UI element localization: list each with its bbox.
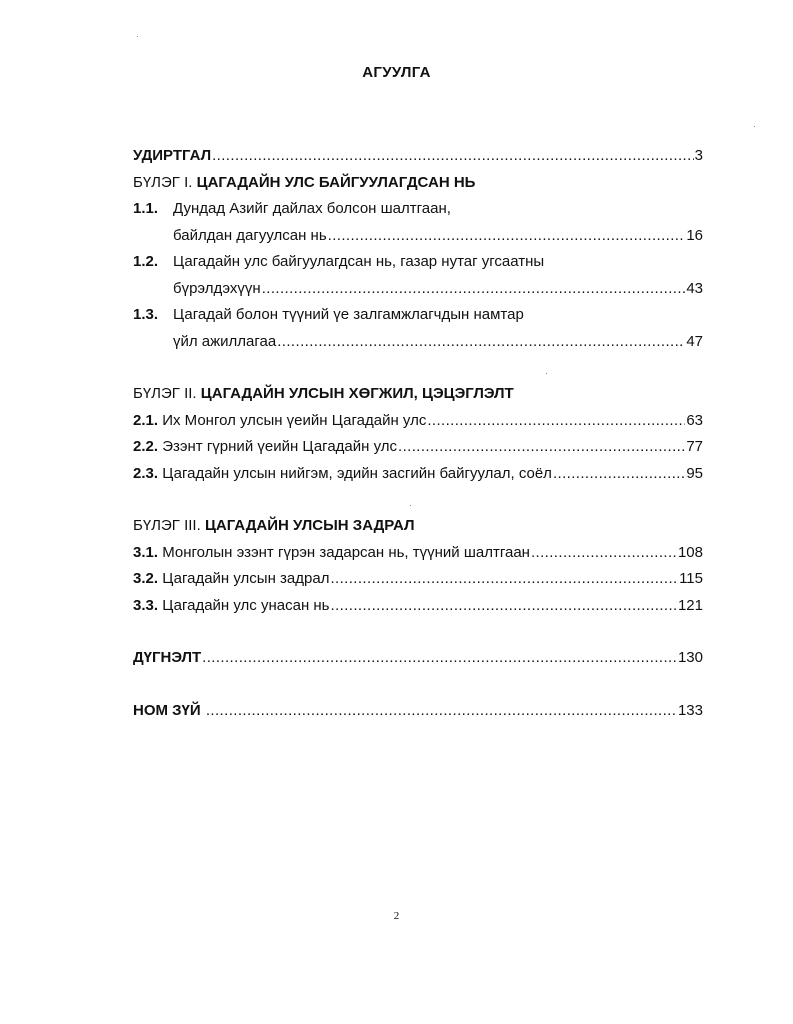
toc-page-number: 115 — [679, 570, 703, 587]
scan-speck — [137, 36, 138, 37]
toc-entry-label: УДИРТГАЛ — [133, 147, 212, 164]
chapter-title: ЦАГАДАЙН УЛСЫН ХӨГЖИЛ, ЦЭЦЭГЛЭЛТ — [200, 385, 514, 402]
section-title: Монголын эзэнт гүрэн задарсан нь, түүний шалтгаан — [162, 543, 530, 561]
section-number: 3.3. — [133, 596, 159, 614]
dot-leader — [427, 408, 685, 435]
section-number: 1.1. — [133, 200, 159, 217]
toc-page-number: 16 — [686, 226, 703, 244]
section-title: Эзэнт гүрний үеийн Цагадайн улс — [162, 438, 398, 455]
spacer — [133, 619, 703, 645]
dot-leader — [531, 540, 677, 567]
toc-entry-1-1-first-line[interactable] — [133, 196, 703, 223]
toc-page-number: 77 — [686, 438, 703, 455]
section-title: Цагадайн улс унасан нь — [162, 596, 330, 614]
toc-entry-1-2-first-line[interactable] — [133, 249, 703, 276]
scan-speck — [546, 373, 547, 374]
dot-leader — [277, 329, 685, 356]
toc-entry-3-3[interactable] — [133, 593, 703, 620]
section-title: Цагадай болон түүний үе залгамжлагчдын намтар — [173, 306, 524, 323]
dot-leader — [212, 143, 694, 170]
section-number: 1.3. — [133, 306, 159, 323]
toc-entry-1-2-second-line[interactable] — [133, 276, 703, 303]
chapter-prefix: БҮЛЭГ I. — [133, 173, 193, 191]
toc-page-number: 121 — [677, 596, 703, 614]
dot-leader — [331, 593, 677, 620]
toc-page-number: 95 — [686, 464, 703, 482]
chapter-heading-1[interactable] — [133, 170, 703, 197]
dot-leader — [398, 434, 685, 461]
toc-page-number: 133 — [677, 701, 703, 719]
toc-entry-conclusion[interactable] — [133, 645, 703, 672]
toc-entry-bibliography[interactable] — [133, 698, 703, 725]
page-title: АГУУЛГА — [362, 64, 431, 81]
chapter-title: ЦАГАДАЙН УЛС БАЙГУУЛАГДСАН НЬ — [196, 173, 476, 191]
dot-leader — [206, 698, 677, 725]
section-title-continued: үйл ажиллагаа — [173, 332, 277, 350]
toc-entry-2-3[interactable] — [133, 461, 703, 488]
toc-page-number: 130 — [677, 649, 703, 666]
table-of-contents — [133, 143, 703, 724]
dot-leader — [330, 566, 678, 593]
section-number: 3.1. — [133, 543, 159, 561]
section-title-continued: бүрэлдэхүүн — [173, 279, 261, 297]
dot-leader — [262, 276, 686, 303]
section-title: Цагадайн улс байгуулагдсан нь, газар нутаг угсаатны — [173, 253, 545, 270]
section-title-continued: байлдан дагуулсан нь — [173, 226, 327, 244]
section-title: Дундад Азийг дайлах болсон шалтгаан, — [173, 200, 451, 217]
spacer — [133, 672, 703, 698]
toc-page-number: 108 — [677, 543, 703, 561]
chapter-prefix: БҮЛЭГ III. — [133, 517, 201, 534]
section-title: Цагадайн улсын задрал — [162, 570, 330, 587]
section-number: 2.1. — [133, 411, 159, 429]
toc-entry-3-1[interactable] — [133, 540, 703, 567]
toc-entry-intro[interactable] — [133, 143, 703, 170]
toc-page-number: 63 — [686, 411, 703, 429]
dot-leader — [328, 223, 686, 250]
toc-entry-3-2[interactable] — [133, 566, 703, 593]
dot-leader — [202, 645, 677, 672]
toc-entry-2-2[interactable] — [133, 434, 703, 461]
section-number: 3.2. — [133, 570, 159, 587]
section-number: 1.2. — [133, 253, 159, 270]
dot-leader — [553, 461, 685, 488]
toc-entry-label: ДҮГНЭЛТ — [133, 649, 202, 666]
spacer — [133, 487, 703, 513]
chapter-heading-3[interactable] — [133, 513, 703, 540]
scan-speck — [410, 505, 411, 506]
section-number: 2.3. — [133, 464, 159, 482]
scan-speck — [754, 126, 755, 127]
spacer — [133, 355, 703, 381]
toc-entry-1-3-second-line[interactable] — [133, 329, 703, 356]
toc-page-number: 47 — [686, 332, 703, 350]
toc-page-number: 43 — [686, 279, 703, 297]
section-title: Цагадайн улсын нийгэм, эдийн засгийн байгуулал, соёл — [162, 464, 552, 482]
toc-entry-label: НОМ ЗҮЙ — [133, 701, 201, 719]
toc-entry-2-1[interactable] — [133, 408, 703, 435]
toc-entry-1-1-second-line[interactable] — [133, 223, 703, 250]
section-title: Их Монгол улсын үеийн Цагадайн улс — [162, 411, 427, 429]
toc-entry-1-3-first-line[interactable] — [133, 302, 703, 329]
page-number: 2 — [393, 910, 400, 922]
chapter-heading-2[interactable] — [133, 381, 703, 408]
chapter-prefix: БҮЛЭГ II. — [133, 385, 197, 402]
chapter-title: ЦАГАДАЙН УЛСЫН ЗАДРАЛ — [204, 517, 415, 534]
toc-page-number: 3 — [694, 147, 703, 164]
section-number: 2.2. — [133, 438, 159, 455]
